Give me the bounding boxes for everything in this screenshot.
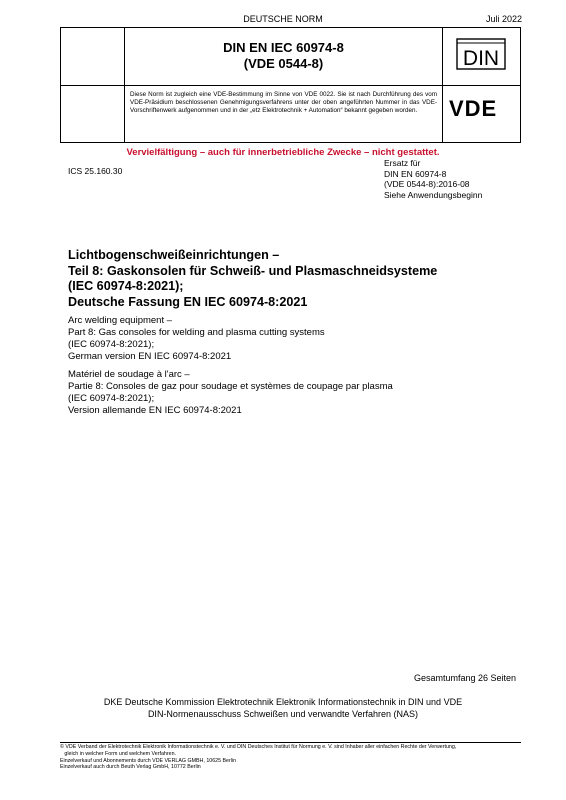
title-line: Lichtbogenschweißeinrichtungen – [68,248,280,262]
footer-line: Einzelverkauf auch durch Beuth Verlag GmbH, 10772 Berlin [60,764,201,771]
copy-notice: Vervielfältigung – auch für innerbetriebliche Zwecke – nicht gestattet. [126,147,440,158]
committee-line: DIN-Normenausschuss Schweißen und verwandte Verfahren (NAS) [147,708,419,719]
ics-code: ICS 25.160.30 [68,166,123,176]
footer-line: gleich in welcher Form und welchem Verfahren. [60,750,176,757]
issue-date: Juli 2022 [485,14,522,24]
title-line: (IEC 60974-8:2021); [68,279,184,293]
replacement-line: DIN EN 60974-8 [384,168,447,179]
replacement-info [384,158,482,200]
title-line: Partie 8: Consoles de gaz pour soudage et systèmes de coupage par plasma [68,381,393,392]
title-line: Version allemande EN IEC 60974-8:2021 [68,405,242,416]
standard-number [125,40,442,72]
title-line: Deutsche Fassung EN IEC 60974-8:2021 [68,294,308,309]
title-line: Matériel de soudage à l'arc – [68,369,190,380]
title-line: Arc welding equipment – [68,315,173,326]
document-type: DEUTSCHE NORM [243,14,323,24]
footer-line: Einzelverkauf und Abonnements durch VDE VERLAG GMBH, 10625 Berlin [60,757,237,764]
replacement-line: Ersatz für [384,158,421,168]
title-french [68,369,393,417]
din-logo-text: DIN [462,47,500,70]
title-line: Part 8: Gas consoles for welding and plasma cutting systems [68,327,325,338]
footer-divider [60,742,521,743]
title-line: Teil 8: Gaskonsolen für Schweiß- und Plasmaschneidsysteme [68,263,438,278]
title-english [68,315,325,363]
copyright-footer [60,744,530,771]
divider [60,85,521,86]
standard-number-line: DIN EN IEC 60974-8 [223,40,344,55]
standard-vde-number: (VDE 0544-8) [243,56,324,71]
title-line: (IEC 60974-8:2021); [68,393,155,404]
title-line: (IEC 60974-8:2021); [68,339,155,350]
committee-line: DKE Deutsche Kommission Elektrotechnik Elektronik Informationstechnik in DIN und VDE [103,697,463,707]
vde-logo: VDE [449,96,498,121]
replacement-line: Siehe Anwendungsbeginn [384,189,483,200]
footer-line: © VDE Verband der Elektrotechnik Elektronik Informationstechnik e. V. und DIN Deutsches Institut für Normung e. V. sind Inhaber aller einfachen Rechte der Verwertung, [60,744,457,750]
title-german [68,248,437,310]
vde-note: Diese Norm ist zugleich eine VDE-Bestimmung im Sinne von VDE 0022. Sie ist nach Durchführung des vom VDE-Präsidium beschlossenen Genehmigungsverfahrens unter der oben angeführten Nummer in das VDE-Vorschriftenwerk aufgenommen und in der „etz Elektrotechnik + Automation“ bekannt gegeben worden. [130,91,437,114]
page-count: Gesamtumfang 26 Seiten [413,673,516,683]
din-logo [456,38,506,70]
committee-info [0,697,566,720]
title-line: German version EN IEC 60974-8:2021 [68,351,232,362]
replacement-line: (VDE 0544-8):2016-08 [384,179,470,189]
